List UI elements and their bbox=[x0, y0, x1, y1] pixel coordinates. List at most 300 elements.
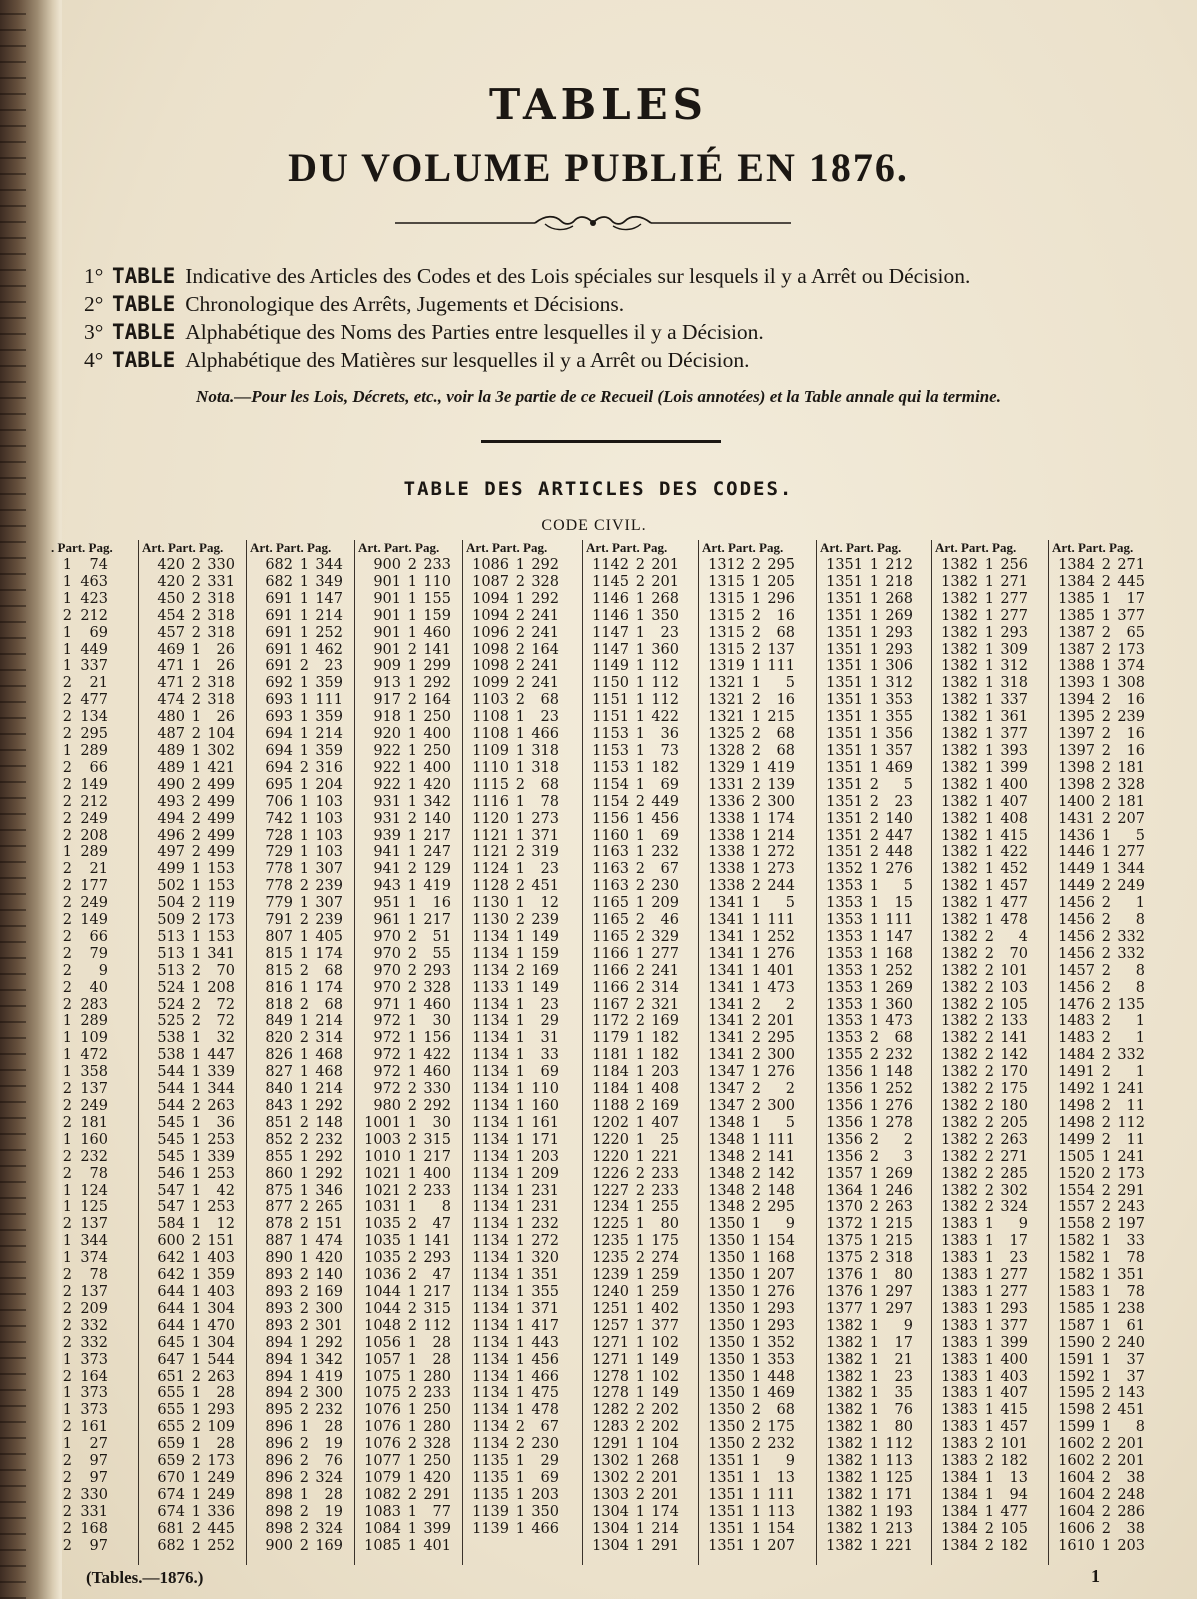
article-cell: 1382 bbox=[826, 1520, 863, 1537]
table-title: TABLE DES ARTICLES DES CODES. bbox=[403, 478, 794, 500]
table-row bbox=[139, 997, 247, 1014]
page-cell: 4 bbox=[1018, 928, 1028, 945]
page-cell: 164 bbox=[80, 1368, 108, 1385]
article-cell: 1351 bbox=[826, 607, 863, 624]
toc-number: 2° bbox=[84, 292, 104, 316]
page-cell: 201 bbox=[1117, 1436, 1145, 1453]
part-cell: 2 bbox=[299, 1520, 309, 1537]
article-cell: 1382 bbox=[941, 945, 978, 962]
page-cell: 244 bbox=[767, 878, 795, 895]
article-cell: 893 bbox=[265, 1300, 293, 1317]
part-cell: 1 bbox=[407, 1520, 417, 1537]
article-cell: 1382 bbox=[941, 996, 978, 1013]
article-cell: 939 bbox=[373, 827, 401, 844]
table-row bbox=[355, 895, 463, 912]
table-row bbox=[48, 1436, 138, 1453]
part-cell: 1 bbox=[515, 945, 525, 962]
page-cell: 23 bbox=[324, 658, 343, 675]
page-cell: 38 bbox=[1126, 1520, 1145, 1537]
part-cell: 1 bbox=[635, 945, 645, 962]
page-cell: 318 bbox=[207, 624, 235, 641]
part-cell: 1 bbox=[299, 810, 309, 827]
page-cell: 23 bbox=[1009, 1250, 1028, 1267]
page-cell: 66 bbox=[89, 759, 108, 776]
part-cell: 1 bbox=[191, 1436, 201, 1453]
page-cell: 232 bbox=[885, 1047, 913, 1064]
page-cell: 111 bbox=[767, 658, 795, 675]
table-row bbox=[48, 1521, 138, 1538]
table-row bbox=[932, 1504, 1049, 1521]
part-cell: 1 bbox=[635, 590, 645, 607]
part-cell: 1 bbox=[751, 1385, 761, 1402]
part-cell: 1 bbox=[869, 726, 879, 743]
part-cell: 1 bbox=[62, 573, 72, 590]
part-cell: 1 bbox=[299, 979, 309, 996]
article-cell: 1134 bbox=[472, 1216, 509, 1233]
part-cell: 1 bbox=[407, 1030, 417, 1047]
part-cell: 1 bbox=[635, 1317, 645, 1334]
part-cell: 2 bbox=[299, 1199, 309, 1216]
article-cell: 1353 bbox=[826, 912, 863, 929]
part-cell: 1 bbox=[635, 1537, 645, 1554]
toc-text: Alphabétique des Matières sur lesquelles il y a Arrêt ou Décision. bbox=[185, 348, 750, 372]
part-cell: 1 bbox=[62, 1250, 72, 1267]
article-cell: 1350 bbox=[708, 1419, 745, 1436]
table-row bbox=[1049, 1166, 1189, 1183]
article-cell: 1331 bbox=[708, 776, 745, 793]
table-row bbox=[817, 591, 932, 608]
part-cell: 1 bbox=[1101, 1283, 1111, 1300]
part-cell: 1 bbox=[191, 1182, 201, 1199]
page-cell: 300 bbox=[767, 1098, 795, 1114]
article-cell: 1351 bbox=[826, 590, 863, 607]
article-cell: 1382 bbox=[826, 1503, 863, 1520]
table-row bbox=[463, 1081, 583, 1098]
page-cell: 26 bbox=[216, 641, 235, 658]
article-cell: 1383 bbox=[941, 1351, 978, 1368]
table-row bbox=[1049, 1013, 1189, 1030]
article-cell: 1384 bbox=[941, 1537, 978, 1554]
toc-item bbox=[84, 318, 1184, 346]
table-row bbox=[583, 997, 699, 1014]
part-cell: 2 bbox=[1101, 1402, 1111, 1419]
table-row bbox=[1049, 557, 1189, 574]
table-row bbox=[932, 963, 1049, 980]
table-row bbox=[932, 997, 1049, 1014]
page-cell: 16 bbox=[1126, 726, 1145, 743]
table-row bbox=[817, 625, 932, 642]
part-cell: 1 bbox=[635, 1520, 645, 1537]
article-cell: 1341 bbox=[708, 962, 745, 979]
article-cell: 420 bbox=[157, 557, 185, 573]
page-cell: 102 bbox=[651, 1368, 679, 1385]
article-cell: 545 bbox=[157, 1148, 185, 1165]
article-cell: 1251 bbox=[592, 1300, 629, 1317]
part-cell: 2 bbox=[984, 1537, 994, 1554]
part-cell: 1 bbox=[299, 776, 309, 793]
page-cell: 203 bbox=[531, 1486, 559, 1503]
article-cell: 471 bbox=[157, 658, 185, 675]
page-cell: 112 bbox=[885, 1436, 913, 1453]
page-cell: 451 bbox=[1117, 1402, 1145, 1419]
toc-label: TABLE bbox=[112, 292, 176, 316]
page-cell: 332 bbox=[1117, 928, 1145, 945]
table-row bbox=[139, 1267, 247, 1284]
table-row bbox=[247, 844, 355, 861]
page-cell: 331 bbox=[80, 1503, 108, 1520]
article-cell: 1446 bbox=[1058, 844, 1095, 861]
part-cell: 1 bbox=[299, 624, 309, 641]
article-cell: 896 bbox=[265, 1469, 293, 1486]
page-cell: 269 bbox=[885, 607, 913, 624]
article-cell: 1353 bbox=[826, 1030, 863, 1047]
table-row bbox=[463, 1504, 583, 1521]
part-cell: 1 bbox=[515, 1402, 525, 1419]
page-cell: 474 bbox=[315, 1233, 343, 1250]
table-row bbox=[48, 1318, 138, 1335]
part-cell: 2 bbox=[62, 692, 72, 709]
page-cell: 104 bbox=[207, 726, 235, 743]
part-cell: 2 bbox=[191, 776, 201, 793]
article-cell: 1151 bbox=[592, 709, 629, 726]
table-row bbox=[247, 675, 355, 692]
page-cell: 212 bbox=[80, 793, 108, 810]
page-cell: 21 bbox=[89, 861, 108, 878]
table-row bbox=[583, 1301, 699, 1318]
article-cell: 1382 bbox=[941, 641, 978, 658]
article-cell: 545 bbox=[157, 1131, 185, 1148]
table-row bbox=[463, 1318, 583, 1335]
page-cell: 466 bbox=[531, 726, 559, 743]
article-cell: 1347 bbox=[708, 1064, 745, 1081]
table-row bbox=[139, 642, 247, 659]
page-cell: 69 bbox=[540, 1064, 559, 1081]
article-cell: 918 bbox=[373, 709, 401, 726]
page-cell: 141 bbox=[423, 1233, 451, 1250]
table-row bbox=[463, 1166, 583, 1183]
article-cell: 1220 bbox=[592, 1148, 629, 1165]
page-cell: 259 bbox=[651, 1267, 679, 1284]
article-cell: 692 bbox=[265, 675, 293, 692]
page-cell: 292 bbox=[315, 1148, 343, 1165]
article-cell: 1094 bbox=[472, 590, 509, 607]
table-row bbox=[48, 861, 138, 878]
page-cell: 111 bbox=[767, 1486, 795, 1503]
article-cell: 1133 bbox=[472, 979, 509, 996]
article-cell: 544 bbox=[157, 1081, 185, 1098]
part-cell: 1 bbox=[635, 1351, 645, 1368]
table-row bbox=[463, 743, 583, 760]
table-row bbox=[139, 608, 247, 625]
part-cell: 1 bbox=[869, 861, 879, 878]
part-cell: 1 bbox=[191, 1250, 201, 1267]
part-cell: 1 bbox=[984, 1267, 994, 1284]
table-row bbox=[247, 1013, 355, 1030]
table-row bbox=[583, 1504, 699, 1521]
part-cell: 1 bbox=[751, 709, 761, 726]
article-cell: 1235 bbox=[592, 1233, 629, 1250]
page-cell: 272 bbox=[767, 844, 795, 861]
part-cell: 2 bbox=[1101, 1165, 1111, 1182]
table-row bbox=[932, 1183, 1049, 1200]
page-cell: 344 bbox=[1117, 861, 1145, 878]
article-cell: 1150 bbox=[592, 675, 629, 692]
part-cell: 1 bbox=[62, 557, 72, 573]
part-cell: 2 bbox=[635, 962, 645, 979]
part-cell: 1 bbox=[515, 1064, 525, 1081]
part-cell: 1 bbox=[1101, 607, 1111, 624]
part-cell: 1 bbox=[869, 1216, 879, 1233]
page-cell: 80 bbox=[660, 1216, 679, 1233]
article-cell: 1235 bbox=[592, 1250, 629, 1267]
part-cell: 1 bbox=[984, 1351, 994, 1368]
page-cell: 218 bbox=[885, 573, 913, 590]
page-cell: 80 bbox=[894, 1267, 913, 1284]
part-cell: 1 bbox=[984, 827, 994, 844]
toc-label: TABLE bbox=[112, 348, 176, 372]
article-cell: 1592 bbox=[1058, 1368, 1095, 1385]
page-cell: 29 bbox=[540, 1013, 559, 1030]
article-cell: 728 bbox=[265, 827, 293, 844]
article-cell: 1353 bbox=[826, 1013, 863, 1030]
article-cell: 544 bbox=[157, 1098, 185, 1114]
table-row bbox=[463, 811, 583, 828]
article-cell: 1382 bbox=[941, 742, 978, 759]
page-cell: 324 bbox=[315, 1469, 343, 1486]
article-cell: 1499 bbox=[1058, 1131, 1095, 1148]
page-cell: 111 bbox=[767, 912, 795, 929]
part-cell: 2 bbox=[191, 827, 201, 844]
part-cell: 2 bbox=[62, 1267, 72, 1284]
table-row bbox=[355, 980, 463, 997]
page-cell: 415 bbox=[1000, 1402, 1028, 1419]
page-cell: 452 bbox=[1000, 861, 1028, 878]
page-cell: 295 bbox=[767, 1030, 795, 1047]
page-cell: 149 bbox=[80, 776, 108, 793]
part-cell: 1 bbox=[1101, 1081, 1111, 1098]
table-row bbox=[817, 743, 932, 760]
table-row bbox=[48, 912, 138, 929]
article-cell: 1315 bbox=[708, 641, 745, 658]
table-row bbox=[355, 861, 463, 878]
table-row bbox=[48, 1267, 138, 1284]
article-cell: 1351 bbox=[708, 1520, 745, 1537]
page-cell: 231 bbox=[531, 1199, 559, 1216]
table-row bbox=[355, 1199, 463, 1216]
table-row bbox=[932, 1166, 1049, 1183]
article-cell: 1134 bbox=[472, 1233, 509, 1250]
page-cell: 103 bbox=[315, 793, 343, 810]
part-cell: 2 bbox=[984, 1013, 994, 1030]
page-cell: 336 bbox=[207, 1503, 235, 1520]
table-row bbox=[932, 1470, 1049, 1487]
part-cell: 2 bbox=[751, 1436, 761, 1453]
page-cell: 105 bbox=[1000, 1520, 1028, 1537]
table-row bbox=[583, 625, 699, 642]
page-cell: 201 bbox=[651, 1486, 679, 1503]
article-cell: 900 bbox=[265, 1537, 293, 1554]
article-cell: 1382 bbox=[941, 624, 978, 641]
article-cell: 1353 bbox=[826, 878, 863, 895]
part-cell: 1 bbox=[984, 1503, 994, 1520]
table-row bbox=[817, 1047, 932, 1064]
article-cell: 1079 bbox=[364, 1469, 401, 1486]
table-row bbox=[932, 1030, 1049, 1047]
article-cell: 693 bbox=[265, 692, 293, 709]
page-cell: 349 bbox=[315, 573, 343, 590]
page-cell: 422 bbox=[651, 709, 679, 726]
article-cell: 496 bbox=[157, 827, 185, 844]
table-row bbox=[583, 1081, 699, 1098]
page-cell: 449 bbox=[80, 641, 108, 658]
part-cell: 1 bbox=[984, 1469, 994, 1486]
article-cell: 843 bbox=[265, 1098, 293, 1114]
part-cell: 2 bbox=[299, 1114, 309, 1131]
part-cell: 2 bbox=[1101, 1030, 1111, 1047]
part-cell: 2 bbox=[984, 962, 994, 979]
page-cell: 5 bbox=[785, 1114, 795, 1131]
part-cell: 2 bbox=[62, 1469, 72, 1486]
article-cell: 1149 bbox=[592, 658, 629, 675]
page-cell: 420 bbox=[315, 1250, 343, 1267]
page-cell: 460 bbox=[423, 624, 451, 641]
article-cell: 1341 bbox=[708, 1013, 745, 1030]
table-row bbox=[583, 1250, 699, 1267]
table-row bbox=[355, 777, 463, 794]
page-cell: 243 bbox=[1117, 1199, 1145, 1216]
page-cell: 23 bbox=[660, 624, 679, 641]
article-cell: 1382 bbox=[826, 1317, 863, 1334]
part-cell: 1 bbox=[515, 1351, 525, 1368]
part-cell: 1 bbox=[751, 1351, 761, 1368]
article-cell: 513 bbox=[157, 962, 185, 979]
article-cell: 1139 bbox=[472, 1520, 509, 1537]
table-row bbox=[699, 591, 817, 608]
page-cell: 119 bbox=[207, 895, 235, 912]
page-cell: 174 bbox=[767, 810, 795, 827]
article-cell: 1021 bbox=[364, 1165, 401, 1182]
article-cell: 1382 bbox=[826, 1351, 863, 1368]
page-cell: 352 bbox=[767, 1334, 795, 1351]
part-cell: 1 bbox=[299, 1334, 309, 1351]
table-row bbox=[583, 1047, 699, 1064]
part-cell: 1 bbox=[984, 742, 994, 759]
article-cell: 1382 bbox=[941, 844, 978, 861]
table-row bbox=[355, 1115, 463, 1132]
article-cell: 961 bbox=[373, 912, 401, 929]
part-cell: 1 bbox=[751, 590, 761, 607]
table-row bbox=[139, 912, 247, 929]
part-cell: 1 bbox=[869, 1114, 879, 1131]
table-row bbox=[355, 642, 463, 659]
table-row bbox=[139, 1470, 247, 1487]
part-cell: 1 bbox=[984, 726, 994, 743]
part-cell: 1 bbox=[984, 895, 994, 912]
table-row bbox=[932, 1538, 1049, 1555]
page-cell: 318 bbox=[531, 742, 559, 759]
part-cell: 2 bbox=[751, 742, 761, 759]
part-cell: 1 bbox=[407, 675, 417, 692]
table-row bbox=[583, 946, 699, 963]
table-row bbox=[583, 1538, 699, 1555]
part-cell: 1 bbox=[191, 1469, 201, 1486]
page-cell: 292 bbox=[531, 557, 559, 573]
table-row bbox=[1049, 743, 1189, 760]
page-cell: 112 bbox=[651, 658, 679, 675]
page-cell: 203 bbox=[651, 1064, 679, 1081]
part-cell: 2 bbox=[869, 844, 879, 861]
part-cell: 2 bbox=[869, 827, 879, 844]
table-row bbox=[247, 878, 355, 895]
article-cell: 1282 bbox=[592, 1402, 629, 1419]
table-row bbox=[48, 1166, 138, 1183]
page-cell: 23 bbox=[894, 1368, 913, 1385]
article-cell: 920 bbox=[373, 726, 401, 743]
table-row bbox=[817, 844, 932, 861]
page-cell: 300 bbox=[767, 1047, 795, 1064]
article-cell: 972 bbox=[373, 1064, 401, 1081]
table-row bbox=[355, 1301, 463, 1318]
table-row bbox=[355, 878, 463, 895]
table-row bbox=[48, 675, 138, 692]
article-cell: 1134 bbox=[472, 996, 509, 1013]
part-cell: 1 bbox=[515, 1317, 525, 1334]
table-column bbox=[582, 540, 699, 1565]
part-cell: 1 bbox=[62, 590, 72, 607]
page-cell: 137 bbox=[80, 1081, 108, 1098]
article-cell: 818 bbox=[265, 996, 293, 1013]
part-cell: 2 bbox=[751, 624, 761, 641]
article-cell: 693 bbox=[265, 709, 293, 726]
part-cell: 1 bbox=[869, 1300, 879, 1317]
page-cell: 12 bbox=[540, 895, 559, 912]
part-cell: 1 bbox=[869, 1334, 879, 1351]
table-row bbox=[583, 1115, 699, 1132]
article-cell: 674 bbox=[157, 1503, 185, 1520]
article-cell: 1134 bbox=[472, 962, 509, 979]
page-cell: 214 bbox=[767, 827, 795, 844]
part-cell: 2 bbox=[62, 607, 72, 624]
page-cell: 377 bbox=[1117, 607, 1145, 624]
table-row bbox=[139, 1453, 247, 1470]
page-cell: 47 bbox=[432, 1267, 451, 1284]
part-cell: 1 bbox=[299, 607, 309, 624]
table-column bbox=[931, 540, 1049, 1565]
part-cell: 1 bbox=[984, 1233, 994, 1250]
part-cell: 2 bbox=[515, 641, 525, 658]
table-row bbox=[583, 726, 699, 743]
article-cell: 1599 bbox=[1058, 1419, 1095, 1436]
page-cell: 142 bbox=[1000, 1047, 1028, 1064]
table-row bbox=[1049, 675, 1189, 692]
part-cell: 1 bbox=[407, 1368, 417, 1385]
article-cell: 1347 bbox=[708, 1098, 745, 1114]
page-cell: 28 bbox=[324, 1419, 343, 1436]
part-cell: 2 bbox=[1101, 945, 1111, 962]
part-cell: 1 bbox=[984, 1385, 994, 1402]
page-cell: 208 bbox=[207, 979, 235, 996]
part-cell: 1 bbox=[62, 1233, 72, 1250]
toc-text: Alphabétique des Noms des Parties entre lesquelles il y a Décision. bbox=[185, 320, 764, 344]
table-row bbox=[699, 1369, 817, 1386]
table-row bbox=[817, 1081, 932, 1098]
table-row bbox=[699, 1216, 817, 1233]
page-cell: 154 bbox=[767, 1233, 795, 1250]
page-cell: 214 bbox=[315, 726, 343, 743]
page-cell: 312 bbox=[1000, 658, 1028, 675]
part-cell: 1 bbox=[191, 1114, 201, 1131]
article-cell: 1397 bbox=[1058, 726, 1095, 743]
